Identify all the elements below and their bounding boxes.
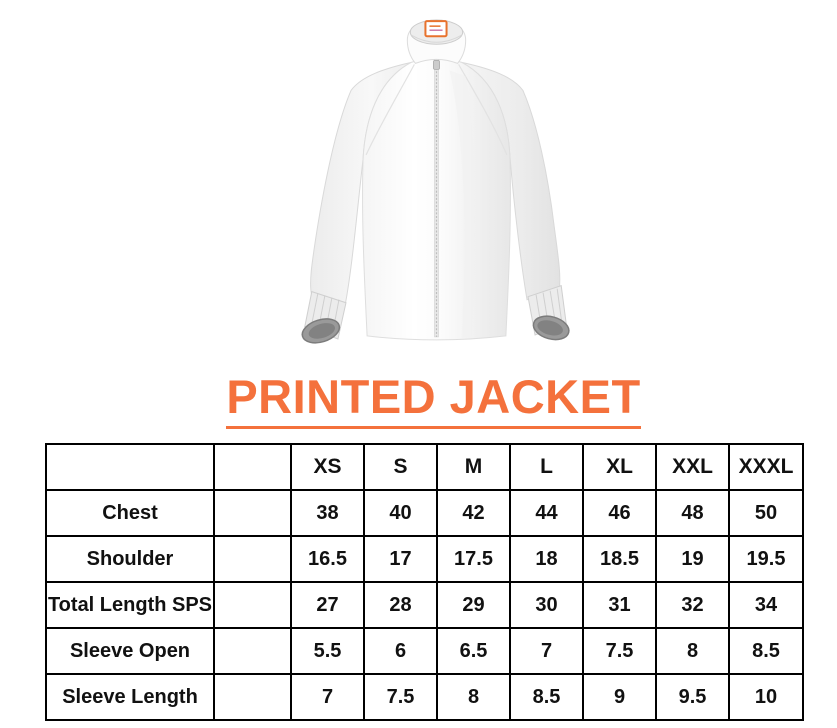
size-chart-row [46, 674, 803, 720]
size-value-cell: 29 [437, 582, 510, 628]
size-value-cell: 30 [510, 582, 583, 628]
size-value-cell: 18 [510, 536, 583, 582]
jacket-image [298, 0, 576, 352]
size-value-cell: 31 [583, 582, 656, 628]
measurement-label: Shoulder [46, 536, 214, 582]
size-header-m: M [437, 444, 510, 490]
size-chart-row [46, 582, 803, 628]
size-value-cell: 48 [656, 490, 729, 536]
measurement-label: Sleeve Open [46, 628, 214, 674]
spacer-cell [214, 490, 291, 536]
measurement-label: Chest [46, 490, 214, 536]
size-value-cell: 9.5 [656, 674, 729, 720]
size-value-cell: 7.5 [364, 674, 437, 720]
size-value-cell: 50 [729, 490, 803, 536]
size-value-cell: 46 [583, 490, 656, 536]
size-value-cell: 6.5 [437, 628, 510, 674]
size-header-xl: XL [583, 444, 656, 490]
size-header-xxxl: XXXL [729, 444, 803, 490]
jacket-zipper-pull [433, 60, 439, 69]
size-value-cell: 8.5 [510, 674, 583, 720]
size-value-cell: 19.5 [729, 536, 803, 582]
size-value-cell: 6 [364, 628, 437, 674]
size-value-cell: 8.5 [729, 628, 803, 674]
spacer-cell [214, 536, 291, 582]
size-chart-row [46, 536, 803, 582]
spacer-cell [214, 628, 291, 674]
size-value-cell: 40 [364, 490, 437, 536]
size-value-cell: 38 [291, 490, 364, 536]
size-value-cell: 16.5 [291, 536, 364, 582]
size-value-cell: 19 [656, 536, 729, 582]
size-value-cell: 32 [656, 582, 729, 628]
size-value-cell: 28 [364, 582, 437, 628]
size-value-cell: 34 [729, 582, 803, 628]
size-chart-table [45, 443, 804, 721]
measurement-label: Sleeve Length [46, 674, 214, 720]
collar-label [425, 21, 446, 36]
size-chart-row [46, 628, 803, 674]
size-value-cell: 18.5 [583, 536, 656, 582]
size-chart-row [46, 490, 803, 536]
size-value-cell: 8 [437, 674, 510, 720]
size-value-cell: 17.5 [437, 536, 510, 582]
size-value-cell: 7 [510, 628, 583, 674]
size-value-cell: 9 [583, 674, 656, 720]
spacer-cell [214, 674, 291, 720]
page-title: PRINTED JACKET [226, 371, 640, 429]
size-header-s: S [364, 444, 437, 490]
size-value-cell: 27 [291, 582, 364, 628]
product-image [298, 0, 576, 352]
size-value-cell: 5.5 [291, 628, 364, 674]
size-value-cell: 42 [437, 490, 510, 536]
size-value-cell: 10 [729, 674, 803, 720]
size-header-l: L [510, 444, 583, 490]
spacer-cell [214, 582, 291, 628]
size-chart-header-row [46, 444, 803, 490]
size-value-cell: 8 [656, 628, 729, 674]
size-value-cell: 17 [364, 536, 437, 582]
size-value-cell: 7 [291, 674, 364, 720]
header-blank-cell [46, 444, 214, 490]
size-value-cell: 44 [510, 490, 583, 536]
page-title-row [30, 371, 837, 429]
size-header-xs: XS [291, 444, 364, 490]
header-blank-cell [214, 444, 291, 490]
size-value-cell: 7.5 [583, 628, 656, 674]
measurement-label: Total Length SPS [46, 582, 214, 628]
size-header-xxl: XXL [656, 444, 729, 490]
